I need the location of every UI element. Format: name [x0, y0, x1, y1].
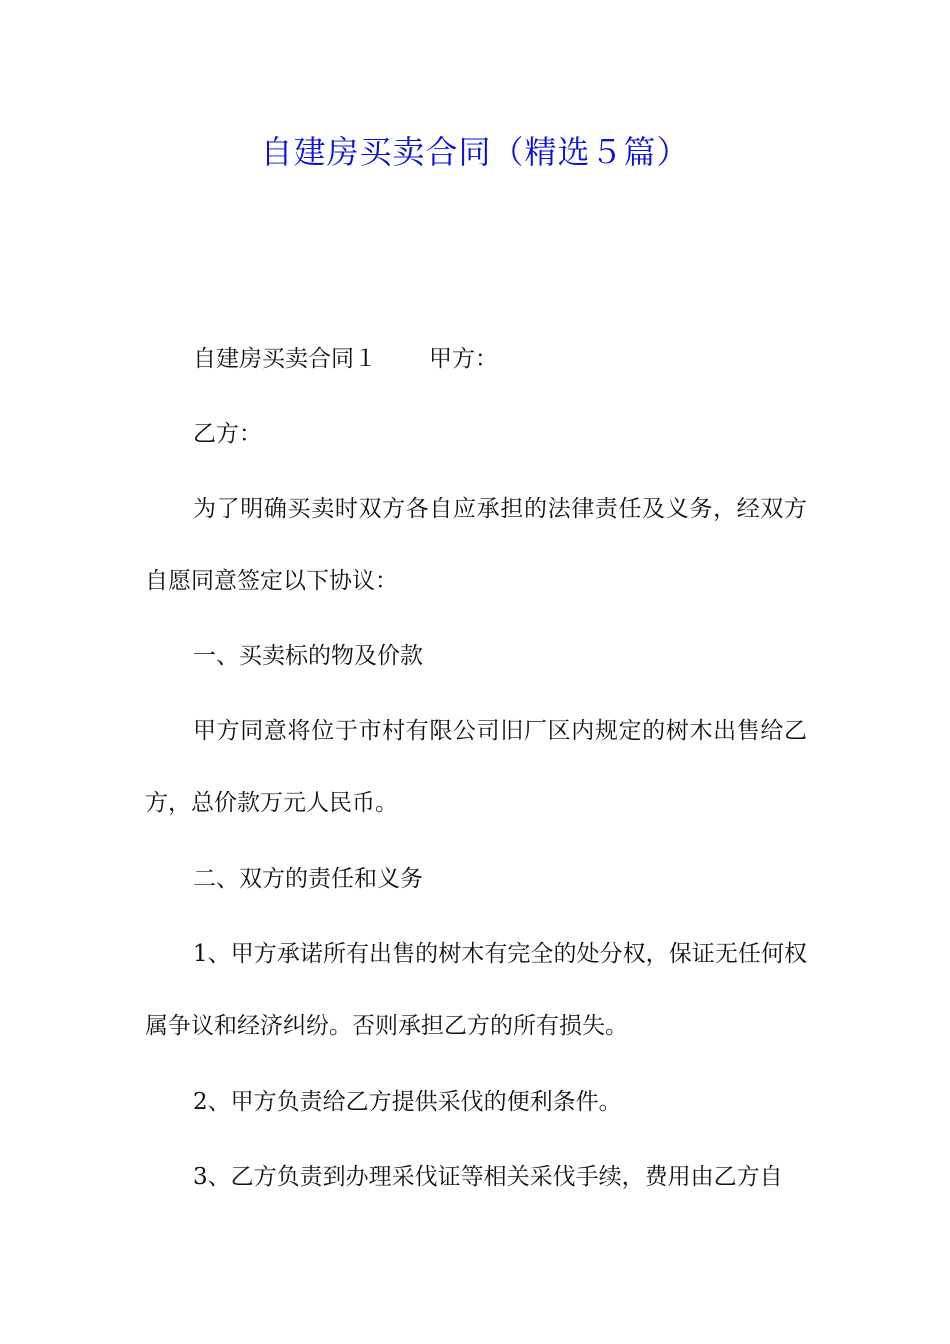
paragraph: 甲方同意将位于市村有限公司旧厂区内规定的树木出售给乙方，总价款万元人民币。 — [145, 718, 807, 816]
paragraph: 乙方： — [193, 421, 262, 447]
paragraph: 一、买卖标的物及价款 — [193, 643, 423, 669]
contract-name: 自建房买卖合同１ — [193, 346, 377, 372]
paragraph: 2、甲方负责给乙方提供采伐的便利条件。 — [193, 1089, 622, 1115]
party-a-label: 甲方： — [429, 346, 498, 372]
paragraph: 3、乙方负责到办理采伐证等相关采伐手续，费用由乙方自 — [193, 1164, 783, 1190]
heading-line — [145, 323, 807, 395]
paragraph: 二、双方的责任和义务 — [193, 866, 423, 892]
paragraph: 为了明确买卖时双方各自应承担的法律责任及义务，经双方自愿同意签定以下协议： — [145, 496, 807, 594]
document-title: 自建房买卖合同（精选５篇） — [260, 133, 690, 171]
paragraph: 1、甲方承诺所有出售的树木有完全的处分权，保证无任何权属争议和经济纠纷。否则承担乙方的所有损失。 — [145, 941, 807, 1039]
